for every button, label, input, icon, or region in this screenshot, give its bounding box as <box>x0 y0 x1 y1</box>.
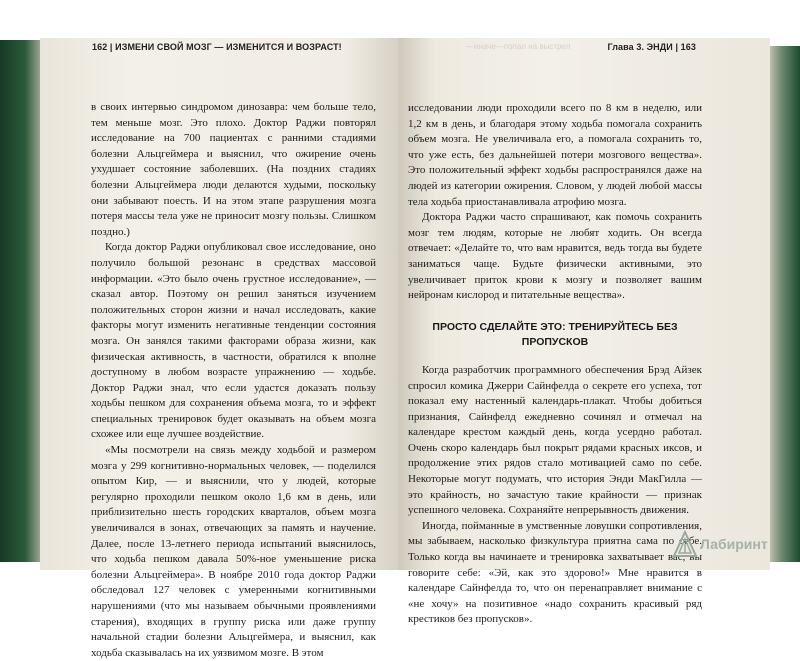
body-paragraph: «Мы посмотрели на связь между ходьбой и размером мозга у 299 когнитивно-нормальных человек, — поделился опытом Кир, — и выяснили, что у людей, которые регулярно проходили пешком около 1,6 км в день, или приблизительно шесть городских кварталов, объем мозга увеличивался в зонах, отвечающих за память и научение. Далее, после 13-летнего периода испытаний выяснилось, что ходьба пешком давала 50%-ное уменьшение риска болезни Альцгеймера». В ноябре 2010 года доктор Раджи обследовал 127 человек с умеренными когнитивными нарушениями (что мы называем обычными проявлениями старения), входящих в группу риска или даже группу начальной стадии болезни Альцгеймера, и выяснил, как ходьба сказывалась на их уязвимом мозге. В этом <box>91 444 376 659</box>
book-cover-right-edge <box>766 46 800 562</box>
right-page-body <box>408 101 702 628</box>
left-page-header: 162 | ИЗМЕНИ СВОЙ МОЗГ — ИЗМЕНИТСЯ И ВОЗРАСТ! <box>92 42 342 52</box>
labirint-logo-icon <box>672 530 698 558</box>
body-paragraph: Доктора Раджи часто спрашивают, как помочь сохранить мозг тем людям, которые не любят ходить. Он всегда отвечает: «Делайте то, что вам нравится, ведь тогда вы будете заниматься чаще. Будьте физически активными, это увеличивает приток крови к мозгу и позволяет вашим нейронам кислород и питательные вещества». <box>408 211 702 302</box>
body-paragraph: Иногда, пойманные в умственные ловушки сопротивления, мы забываем, насколько физкультура приятна сама по себе. Только когда вы начинаете и тренировка захватывает вас, вы говорите себе: «Эй, как это здорово!» Мне нравится в календаре Сайнфелда то, что он перенаправляет внимание с «не хочу» на позитивное «надо сохранить красивый ряд крестиков без пропусков». <box>408 519 702 626</box>
right-page-header: Глава 3. ЭНДИ | 163 <box>607 42 696 52</box>
section-heading: ПРОСТО СДЕЛАЙТЕ ЭТО: ТРЕНИРУЙТЕСЬ БЕЗ ПРОПУСКОВ <box>432 320 678 349</box>
body-paragraph: в своих интервью синдромом динозавра: чем больше тело, тем меньше мозг. Это плохо. Доктор Раджи повторял исследование на 700 пациентах с ранними стадиями болезни Альцгеймера и выяснил, что ожирение очень ухудшает состояние заболевших. (На поздних стадиях болезни Альцгеймера люди делаются худыми, поскольку они забывают поесть. И на этом этапе разрушения мозга потеря массы тела уже не приносит мозгу пользы. Слишком поздно.) <box>91 101 376 238</box>
body-paragraph: Когда доктор Раджи опубликовал свое исследование, оно получило большой резонанс в средствах массовой информации. «Это было очень грустное исследование», — сказал автор. Поэтому он решил заняться изучением положительных сторон жизни и начал исследовать, какие факторы могут изменить негативные тенденции состояния мозга. Он занялся такими факторами образа жизни, как физическая активность, в частности, обратился к вполне доступному в любом возрасте упражнению — ходьбе. Доктор Раджи знал, что если удастся доказать пользу ходьбы пешком для сохранения объема мозга, то и эффект специальных тренировок будет оказывать на объем мозга схожее или еще лучшее воздействие. <box>91 241 376 441</box>
watermark-text: Лабиринт <box>700 536 768 552</box>
watermark-logo <box>672 530 768 558</box>
right-page-bleed-through-text: —иначе—попал на выстрел <box>466 42 571 51</box>
left-page-body <box>91 100 376 661</box>
body-paragraph: Когда разработчик программного обеспечения Брэд Айзек спросил комика Джерри Сайнфелда о секрете его успеха, тот показал ему настенный календарь-плакат. Чтобы добиться признания, Сайнфелд ежедневно сочинял и отмечал на календаре крестом каждый день, когда усердно работал. Очень скоро календарь был покрыт рядами красных иксов, и продолжение этих рядов стало мотивацией само по себе. Некоторые могут подумать, что история Энди МакГилла — это крайность, но зачастую такие крайности — признак успешного человека. Сохраняйте непрерывность движения. <box>408 363 702 517</box>
body-paragraph: исследовании люди проходили всего по 8 км в неделю, или 1,2 км в день, и благодаря этому ходьба помогала сохранить объем мозга. Не увеличивала его, а помогала сохранить то, что уже есть, без дальнейшей потери мозгового вещества». Это положительный эффект ходьбы распространялся даже на людей из категории ожирения. Словом, у людей любой массы тела ходьба приостанавливала атрофию мозга. <box>408 102 702 208</box>
